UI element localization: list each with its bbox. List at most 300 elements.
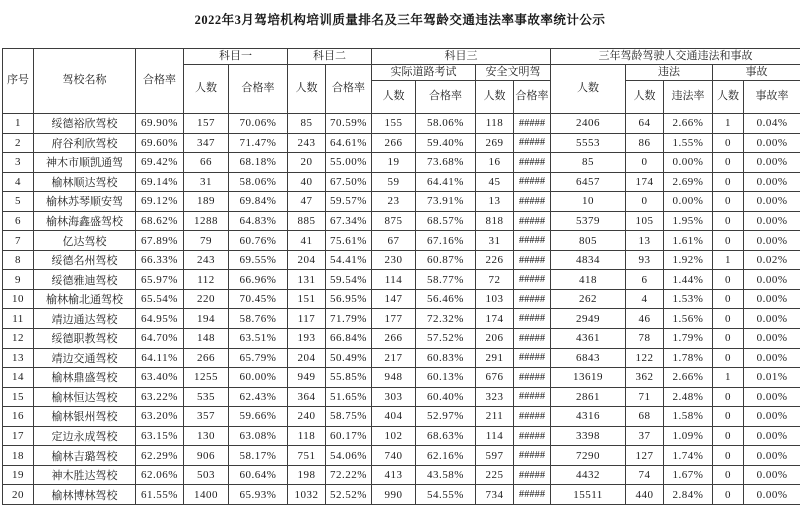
violation-rate-cell: 1.44% (664, 270, 713, 290)
violation-rate-cell: 2.69% (664, 172, 713, 192)
pass-rate-cell: 63.20% (136, 407, 184, 427)
violation-rate-cell: 1.09% (664, 426, 713, 446)
road-test-rate-cell: 60.13% (416, 368, 476, 388)
subject2-rate-cell: 55.85% (326, 368, 372, 388)
three-year-count-cell: 262 (551, 289, 626, 309)
three-year-count-cell: 418 (551, 270, 626, 290)
table-row (3, 329, 800, 349)
pass-rate-cell: 62.06% (136, 465, 184, 485)
school-name-cell: 神木市顺凯通驾 (34, 153, 136, 173)
subject1-rate-cell: 62.43% (229, 387, 288, 407)
table-row (3, 387, 800, 407)
subject2-rate-cell: 60.17% (326, 426, 372, 446)
school-name-cell: 榆林恒达驾校 (34, 387, 136, 407)
three-year-count-cell: 6843 (551, 348, 626, 368)
table-row (3, 309, 800, 329)
violation-rate-cell: 1.74% (664, 446, 713, 466)
table-row (3, 153, 800, 173)
col-group-subject1: 科目一 (184, 49, 288, 65)
accident-rate-cell: 0.04% (744, 114, 800, 134)
pass-rate-cell: 68.62% (136, 211, 184, 231)
subject2-rate-cell: 71.79% (326, 309, 372, 329)
school-name-cell: 绥德裕欣驾校 (34, 114, 136, 134)
road-test-rate-cell: 64.41% (416, 172, 476, 192)
serial-cell: 12 (3, 329, 34, 349)
safe-driving-count-cell: 118 (476, 114, 514, 134)
col-header-safe-rate: 合格率 (514, 81, 551, 114)
col-header-serial: 序号 (3, 49, 34, 114)
subject2-rate-cell: 70.59% (326, 114, 372, 134)
violation-count-cell: 13 (626, 231, 664, 251)
school-name-cell: 神木胜达驾校 (34, 465, 136, 485)
road-test-rate-cell: 59.40% (416, 133, 476, 153)
table-row (3, 407, 800, 427)
safe-driving-count-cell: 31 (476, 231, 514, 251)
col-group-subject3: 科目三 (372, 49, 551, 65)
safe-driving-count-cell: 206 (476, 329, 514, 349)
road-test-count-cell: 155 (372, 114, 416, 134)
school-name-cell: 榆林吉璐驾校 (34, 446, 136, 466)
subject2-count-cell: 20 (288, 153, 326, 173)
subject2-rate-cell: 59.54% (326, 270, 372, 290)
subject2-count-cell: 40 (288, 172, 326, 192)
accident-rate-cell: 0.00% (744, 348, 800, 368)
subject1-count-cell: 347 (184, 133, 229, 153)
violation-rate-cell: 1.58% (664, 407, 713, 427)
safe-driving-rate-cell: ##### (514, 465, 551, 485)
road-test-rate-cell: 62.16% (416, 446, 476, 466)
accident-count-cell: 0 (713, 329, 744, 349)
subject2-rate-cell: 56.95% (326, 289, 372, 309)
road-test-count-cell: 948 (372, 368, 416, 388)
road-test-count-cell: 266 (372, 329, 416, 349)
col-header-road-rate: 合格率 (416, 81, 476, 114)
road-test-rate-cell: 54.55% (416, 485, 476, 505)
school-name-cell: 榆林榆北通驾校 (34, 289, 136, 309)
pass-rate-cell: 63.15% (136, 426, 184, 446)
violation-count-cell: 174 (626, 172, 664, 192)
serial-cell: 14 (3, 368, 34, 388)
school-name-cell: 榆林博林驾校 (34, 485, 136, 505)
three-year-count-cell: 10 (551, 192, 626, 212)
table-row (3, 270, 800, 290)
table-row (3, 172, 800, 192)
col-group-subject2: 科目二 (288, 49, 372, 65)
accident-rate-cell: 0.00% (744, 133, 800, 153)
serial-cell: 11 (3, 309, 34, 329)
subject2-rate-cell: 51.65% (326, 387, 372, 407)
subject1-rate-cell: 63.51% (229, 329, 288, 349)
pass-rate-cell: 69.60% (136, 133, 184, 153)
violation-rate-cell: 2.48% (664, 387, 713, 407)
subject1-rate-cell: 70.45% (229, 289, 288, 309)
subject2-rate-cell: 54.41% (326, 250, 372, 270)
safe-driving-count-cell: 597 (476, 446, 514, 466)
serial-cell: 18 (3, 446, 34, 466)
subject1-rate-cell: 66.96% (229, 270, 288, 290)
accident-rate-cell: 0.00% (744, 211, 800, 231)
violation-count-cell: 86 (626, 133, 664, 153)
violation-rate-cell: 1.79% (664, 329, 713, 349)
violation-count-cell: 74 (626, 465, 664, 485)
road-test-count-cell: 740 (372, 446, 416, 466)
violation-rate-cell: 0.00% (664, 192, 713, 212)
subject1-count-cell: 1400 (184, 485, 229, 505)
subject1-count-cell: 66 (184, 153, 229, 173)
pass-rate-cell: 69.12% (136, 192, 184, 212)
accident-rate-cell: 0.00% (744, 153, 800, 173)
subject2-count-cell: 751 (288, 446, 326, 466)
three-year-count-cell: 2949 (551, 309, 626, 329)
subject1-rate-cell: 63.08% (229, 426, 288, 446)
subject1-rate-cell: 58.76% (229, 309, 288, 329)
accident-count-cell: 0 (713, 192, 744, 212)
three-year-count-cell: 6457 (551, 172, 626, 192)
subject1-rate-cell: 60.64% (229, 465, 288, 485)
safe-driving-count-cell: 225 (476, 465, 514, 485)
safe-driving-rate-cell: ##### (514, 250, 551, 270)
road-test-count-cell: 177 (372, 309, 416, 329)
road-test-rate-cell: 58.06% (416, 114, 476, 134)
accident-count-cell: 0 (713, 387, 744, 407)
subject1-count-cell: 157 (184, 114, 229, 134)
safe-driving-count-cell: 72 (476, 270, 514, 290)
safe-driving-count-cell: 211 (476, 407, 514, 427)
accident-rate-cell: 0.00% (744, 172, 800, 192)
three-year-count-cell: 4834 (551, 250, 626, 270)
safe-driving-rate-cell: ##### (514, 329, 551, 349)
violation-count-cell: 440 (626, 485, 664, 505)
subject2-rate-cell: 64.61% (326, 133, 372, 153)
col-group-three-year: 三年驾龄驾驶人交通违法和事故 (551, 49, 800, 65)
col-group-accident: 事故 (713, 65, 800, 81)
safe-driving-count-cell: 16 (476, 153, 514, 173)
violation-count-cell: 0 (626, 192, 664, 212)
page-title: 2022年3月驾培机构培训质量排名及三年驾龄交通违法率事故率统计公示 (194, 13, 606, 27)
subject2-count-cell: 85 (288, 114, 326, 134)
subject2-count-cell: 204 (288, 250, 326, 270)
safe-driving-rate-cell: ##### (514, 172, 551, 192)
road-test-count-cell: 114 (372, 270, 416, 290)
col-group-road-test: 实际道路考试 (372, 65, 476, 81)
serial-cell: 15 (3, 387, 34, 407)
serial-cell: 9 (3, 270, 34, 290)
safe-driving-count-cell: 734 (476, 485, 514, 505)
pass-rate-cell: 66.33% (136, 250, 184, 270)
violation-count-cell: 127 (626, 446, 664, 466)
safe-driving-count-cell: 103 (476, 289, 514, 309)
three-year-count-cell: 4432 (551, 465, 626, 485)
safe-driving-rate-cell: ##### (514, 231, 551, 251)
violation-count-cell: 68 (626, 407, 664, 427)
col-header-safe-count: 人数 (476, 81, 514, 114)
road-test-rate-cell: 57.52% (416, 329, 476, 349)
pass-rate-cell: 69.42% (136, 153, 184, 173)
subject1-count-cell: 1255 (184, 368, 229, 388)
safe-driving-rate-cell: ##### (514, 387, 551, 407)
table-row (3, 446, 800, 466)
road-test-rate-cell: 60.83% (416, 348, 476, 368)
subject2-count-cell: 118 (288, 426, 326, 446)
road-test-rate-cell: 68.63% (416, 426, 476, 446)
violation-count-cell: 362 (626, 368, 664, 388)
accident-count-cell: 0 (713, 133, 744, 153)
road-test-rate-cell: 60.40% (416, 387, 476, 407)
accident-rate-cell: 0.00% (744, 465, 800, 485)
three-year-count-cell: 5553 (551, 133, 626, 153)
violation-count-cell: 93 (626, 250, 664, 270)
pass-rate-cell: 63.40% (136, 368, 184, 388)
road-test-rate-cell: 67.16% (416, 231, 476, 251)
serial-cell: 2 (3, 133, 34, 153)
road-test-rate-cell: 72.32% (416, 309, 476, 329)
table-row (3, 426, 800, 446)
subject1-rate-cell: 59.66% (229, 407, 288, 427)
violation-rate-cell: 1.55% (664, 133, 713, 153)
accident-count-cell: 0 (713, 407, 744, 427)
subject2-count-cell: 41 (288, 231, 326, 251)
subject1-count-cell: 535 (184, 387, 229, 407)
col-group-violation: 违法 (626, 65, 713, 81)
table-row (3, 485, 800, 505)
pass-rate-cell: 65.54% (136, 289, 184, 309)
accident-count-cell: 0 (713, 289, 744, 309)
table-row (3, 368, 800, 388)
col-header-violation-rate: 违法率 (664, 81, 713, 114)
subject2-rate-cell: 75.61% (326, 231, 372, 251)
school-name-cell: 亿达驾校 (34, 231, 136, 251)
road-test-count-cell: 413 (372, 465, 416, 485)
accident-count-cell: 0 (713, 172, 744, 192)
school-name-cell: 榆林苏琴顺安驾 (34, 192, 136, 212)
subject1-count-cell: 189 (184, 192, 229, 212)
three-year-count-cell: 15511 (551, 485, 626, 505)
subject2-rate-cell: 54.06% (326, 446, 372, 466)
three-year-count-cell: 3398 (551, 426, 626, 446)
accident-rate-cell: 0.00% (744, 426, 800, 446)
table-header (3, 49, 800, 114)
subject2-count-cell: 885 (288, 211, 326, 231)
road-test-count-cell: 303 (372, 387, 416, 407)
violation-rate-cell: 2.84% (664, 485, 713, 505)
subject1-rate-cell: 65.93% (229, 485, 288, 505)
violation-rate-cell: 1.92% (664, 250, 713, 270)
road-test-rate-cell: 60.87% (416, 250, 476, 270)
violation-count-cell: 64 (626, 114, 664, 134)
road-test-rate-cell: 43.58% (416, 465, 476, 485)
subject2-count-cell: 117 (288, 309, 326, 329)
serial-cell: 4 (3, 172, 34, 192)
three-year-count-cell: 85 (551, 153, 626, 173)
col-header-s2-count: 人数 (288, 65, 326, 114)
accident-count-cell: 0 (713, 153, 744, 173)
subject1-rate-cell: 58.17% (229, 446, 288, 466)
violation-rate-cell: 1.53% (664, 289, 713, 309)
subject1-rate-cell: 58.06% (229, 172, 288, 192)
road-test-count-cell: 404 (372, 407, 416, 427)
col-header-s2-rate: 合格率 (326, 65, 372, 114)
pass-rate-cell: 61.55% (136, 485, 184, 505)
accident-rate-cell: 0.00% (744, 289, 800, 309)
accident-count-cell: 0 (713, 270, 744, 290)
subject2-rate-cell: 59.57% (326, 192, 372, 212)
subject1-count-cell: 31 (184, 172, 229, 192)
table-row (3, 348, 800, 368)
accident-count-cell: 0 (713, 348, 744, 368)
subject2-count-cell: 193 (288, 329, 326, 349)
accident-rate-cell: 0.00% (744, 192, 800, 212)
safe-driving-count-cell: 114 (476, 426, 514, 446)
subject1-count-cell: 130 (184, 426, 229, 446)
school-name-cell: 府谷利欣驾校 (34, 133, 136, 153)
header-row-1 (3, 49, 800, 65)
safe-driving-rate-cell: ##### (514, 114, 551, 134)
accident-count-cell: 0 (713, 211, 744, 231)
pass-rate-cell: 69.90% (136, 114, 184, 134)
subject1-count-cell: 148 (184, 329, 229, 349)
road-test-rate-cell: 68.57% (416, 211, 476, 231)
accident-rate-cell: 0.00% (744, 407, 800, 427)
safe-driving-count-cell: 269 (476, 133, 514, 153)
subject2-count-cell: 364 (288, 387, 326, 407)
subject2-rate-cell: 66.84% (326, 329, 372, 349)
safe-driving-rate-cell: ##### (514, 270, 551, 290)
subject2-count-cell: 198 (288, 465, 326, 485)
accident-rate-cell: 0.00% (744, 446, 800, 466)
road-test-count-cell: 990 (372, 485, 416, 505)
subject2-count-cell: 204 (288, 348, 326, 368)
safe-driving-rate-cell: ##### (514, 211, 551, 231)
serial-cell: 1 (3, 114, 34, 134)
road-test-rate-cell: 56.46% (416, 289, 476, 309)
col-header-s1-count: 人数 (184, 65, 229, 114)
school-name-cell: 靖边通达驾校 (34, 309, 136, 329)
subject2-rate-cell: 50.49% (326, 348, 372, 368)
three-year-count-cell: 2861 (551, 387, 626, 407)
col-header-road-count: 人数 (372, 81, 416, 114)
road-test-count-cell: 217 (372, 348, 416, 368)
road-test-count-cell: 67 (372, 231, 416, 251)
safe-driving-rate-cell: ##### (514, 192, 551, 212)
subject2-count-cell: 1032 (288, 485, 326, 505)
safe-driving-rate-cell: ##### (514, 446, 551, 466)
serial-cell: 3 (3, 153, 34, 173)
road-test-count-cell: 230 (372, 250, 416, 270)
school-name-cell: 绥德名州驾校 (34, 250, 136, 270)
subject1-rate-cell: 60.00% (229, 368, 288, 388)
road-test-count-cell: 59 (372, 172, 416, 192)
subject1-rate-cell: 68.18% (229, 153, 288, 173)
pass-rate-cell: 64.70% (136, 329, 184, 349)
subject1-count-cell: 357 (184, 407, 229, 427)
subject1-rate-cell: 69.55% (229, 250, 288, 270)
table-row (3, 231, 800, 251)
subject2-rate-cell: 52.52% (326, 485, 372, 505)
subject2-count-cell: 243 (288, 133, 326, 153)
school-name-cell: 定边永成驾校 (34, 426, 136, 446)
col-header-s1-rate: 合格率 (229, 65, 288, 114)
violation-count-cell: 122 (626, 348, 664, 368)
safe-driving-count-cell: 818 (476, 211, 514, 231)
subject2-count-cell: 131 (288, 270, 326, 290)
serial-cell: 10 (3, 289, 34, 309)
accident-count-cell: 1 (713, 250, 744, 270)
serial-cell: 6 (3, 211, 34, 231)
violation-count-cell: 37 (626, 426, 664, 446)
serial-cell: 16 (3, 407, 34, 427)
serial-cell: 7 (3, 231, 34, 251)
table-row (3, 192, 800, 212)
pass-rate-cell: 64.11% (136, 348, 184, 368)
subject1-count-cell: 503 (184, 465, 229, 485)
safe-driving-rate-cell: ##### (514, 133, 551, 153)
violation-rate-cell: 1.56% (664, 309, 713, 329)
accident-rate-cell: 0.00% (744, 485, 800, 505)
road-test-rate-cell: 73.68% (416, 153, 476, 173)
accident-rate-cell: 0.00% (744, 231, 800, 251)
accident-rate-cell: 0.00% (744, 387, 800, 407)
violation-count-cell: 4 (626, 289, 664, 309)
pass-rate-cell: 67.89% (136, 231, 184, 251)
accident-count-cell: 1 (713, 368, 744, 388)
serial-cell: 20 (3, 485, 34, 505)
school-name-cell: 榆林顺达驾校 (34, 172, 136, 192)
subject2-count-cell: 47 (288, 192, 326, 212)
three-year-count-cell: 805 (551, 231, 626, 251)
col-header-school-name: 驾校名称 (34, 49, 136, 114)
three-year-count-cell: 2406 (551, 114, 626, 134)
subject1-count-cell: 243 (184, 250, 229, 270)
road-test-count-cell: 19 (372, 153, 416, 173)
table-row (3, 250, 800, 270)
table-row (3, 289, 800, 309)
violation-rate-cell: 0.00% (664, 153, 713, 173)
col-header-accident-rate: 事故率 (744, 81, 800, 114)
serial-cell: 13 (3, 348, 34, 368)
violation-rate-cell: 1.61% (664, 231, 713, 251)
three-year-count-cell: 5379 (551, 211, 626, 231)
subject1-count-cell: 79 (184, 231, 229, 251)
violation-count-cell: 78 (626, 329, 664, 349)
safe-driving-rate-cell: ##### (514, 309, 551, 329)
col-header-three-year-count: 人数 (551, 65, 626, 114)
subject2-rate-cell: 55.00% (326, 153, 372, 173)
accident-rate-cell: 0.00% (744, 309, 800, 329)
subject1-rate-cell: 71.47% (229, 133, 288, 153)
accident-rate-cell: 0.02% (744, 250, 800, 270)
school-name-cell: 榆林海鑫盛驾校 (34, 211, 136, 231)
safe-driving-count-cell: 291 (476, 348, 514, 368)
accident-count-cell: 0 (713, 309, 744, 329)
subject1-count-cell: 220 (184, 289, 229, 309)
road-test-rate-cell: 52.97% (416, 407, 476, 427)
subject1-count-cell: 266 (184, 348, 229, 368)
accident-count-cell: 0 (713, 446, 744, 466)
safe-driving-count-cell: 174 (476, 309, 514, 329)
table-row (3, 114, 800, 134)
safe-driving-count-cell: 676 (476, 368, 514, 388)
violation-rate-cell: 1.78% (664, 348, 713, 368)
serial-cell: 5 (3, 192, 34, 212)
violation-count-cell: 71 (626, 387, 664, 407)
pass-rate-cell: 62.29% (136, 446, 184, 466)
subject1-rate-cell: 60.76% (229, 231, 288, 251)
serial-cell: 8 (3, 250, 34, 270)
table-row (3, 133, 800, 153)
school-name-cell: 榆林银州驾校 (34, 407, 136, 427)
subject1-count-cell: 194 (184, 309, 229, 329)
school-name-cell: 靖边交通驾校 (34, 348, 136, 368)
